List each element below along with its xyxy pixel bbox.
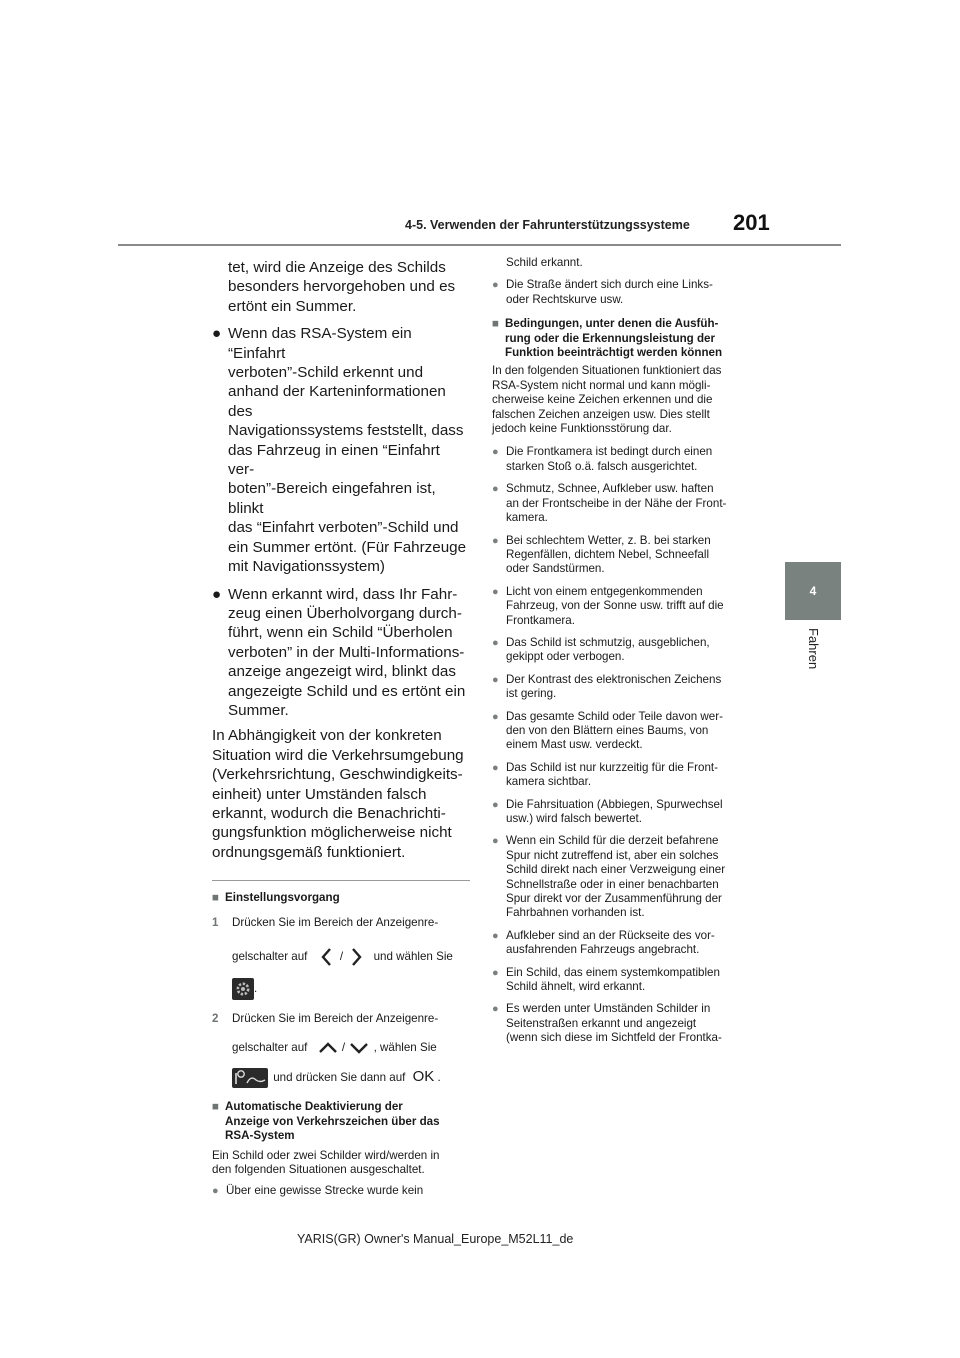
chapter-number: 4 <box>809 584 817 598</box>
road-sign-assist-icon <box>232 1068 268 1088</box>
square-bullet-icon: ■ <box>212 1100 220 1114</box>
chevron-down-icon <box>348 1040 370 1056</box>
bullet-no-overtaking: ● Wenn erkannt wird, dass Ihr Fahr- zeug einen Überholvorgang durch- führt, wenn ein Schild “Überholen verboten” in der Multi-Informations- anzeige angezeigt wird, blinkt das angezeigte Schild und es ertönt ein Summer. <box>212 585 466 719</box>
bullet-dot-icon: ● <box>492 534 499 547</box>
list-item: ● Wenn ein Schild für die derzeit befahrene Spur nicht zutreffend ist, aber ein solches Schild direkt nach einer Verzweigung einer Schnellstraße oder in einer benachbarten Spur direkt vor der Zusammenführung der Fahrbahnen vorhanden ist. <box>492 834 726 920</box>
chevron-right-icon <box>346 946 366 968</box>
auto-deactivation-bullet: ● Über eine gewisse Strecke wurde kein <box>212 1184 424 1198</box>
left-column <box>212 258 470 1199</box>
auto-deactivation-paragraph: Ein Schild oder zwei Schilder wird/werden in den folgenden Situationen ausgeschaltet. <box>212 1148 440 1177</box>
bullet-no-entry: ● Wenn das RSA-System ein “Einfahrt verboten”-Schild erkennt und anhand der Karteninformationen des Navigationssystems feststellt, dass das Fahrzeug in einen “Einfahrt ver- boten”-Bereich eingefahren ist, blinkt das “Einfahrt verboten”-Schild und ein Summer ertönt. (Für Fahrzeuge mit Navigationssystem) <box>212 325 467 576</box>
footer-manual-id: YARIS(GR) Owner's Manual_Europe_M52L11_de <box>297 1232 574 1246</box>
chevron-left-icon <box>317 946 337 968</box>
chapter-label: Fahren <box>806 628 821 670</box>
bullet-dot-icon: ● <box>492 673 499 686</box>
list-item: ● Das Schild ist nur kurzzeitig für die Front- kamera sichtbar. <box>492 760 718 789</box>
bullet-dot-icon: ● <box>492 835 499 848</box>
page-number: 201 <box>733 210 770 235</box>
bullet-dot-icon: ● <box>492 585 499 598</box>
step-number: 1 <box>212 915 219 929</box>
list-item: ● Ein Schild, das einem systemkompatiblen Schild ähnelt, wird erkannt. <box>492 965 720 994</box>
continued-text: tet, wird die Anzeige des Schilds besonders hervorgehoben und es ertönt ein Summer. <box>228 259 456 315</box>
conditions-list <box>492 445 754 1045</box>
square-bullet-icon: ■ <box>212 891 220 905</box>
list-item: ● Das gesamte Schild oder Teile davon wer- den von den Blättern eines Baums, von einem Mast usw. verdeckt. <box>492 709 723 752</box>
step-number: 2 <box>212 1012 219 1025</box>
bullet-dot-icon: ● <box>492 1003 499 1016</box>
paragraph-traffic-environment: In Abhängigkeit von der konkreten Situation wird die Verkehrsumgebung (Verkehrsrichtung, Geschwindigkeits- einheit) unter Umständen falsch erkannt, wodurch die Benachrichti- gungsfunktion möglicherweise nicht ordnungsgemäß funktioniert. <box>212 727 464 861</box>
list-item: ● Aufkleber sind an der Rückseite des vor- ausfahrenden Fahrzeugs angebracht. <box>492 928 715 957</box>
list-item: ● Schmutz, Schnee, Aufkleber usw. haften an der Frontscheibe in der Nähe der Front- kamera. <box>492 482 727 525</box>
bullet-dot-icon: ● <box>492 761 499 774</box>
step-1: 1 Drücken Sie im Bereich der Anzeigenre- gelschalter auf / und wählen Sie . <box>212 916 470 1000</box>
ok-button-label: OK <box>412 1068 435 1086</box>
list-item: ● Die Frontkamera ist bedingt durch einen starken Stoß o.ä. falsch ausgerichtet. <box>492 445 713 473</box>
bullet-dot-icon: ● <box>492 446 499 459</box>
list-item: ● Es werden unter Umständen Schilder in Seitenstraßen erkannt und angezeigt (wenn sich diese im Sichtfeld der Frontka- <box>492 1002 722 1045</box>
large-text-block <box>212 258 470 862</box>
conditions-heading: ■ Bedingungen, unter denen die Ausfüh- rung oder die Erkennungsleistung der Funktion beeinträchtigt werden können <box>492 317 723 360</box>
auto-deactivation-heading: ■ Automatische Deaktivierung der Anzeige von Verkehrszeichen über das RSA-System <box>212 1100 440 1143</box>
bullet-road-curve: ● Die Straße ändert sich durch eine Links- oder Rechtskurve usw. <box>492 278 713 306</box>
header-title: 4-5. Verwenden der Fahrunterstützungssysteme <box>405 218 690 232</box>
list-item: ● Bei schlechtem Wetter, z. B. bei starken Regenfällen, dichtem Nebel, Schneefall oder Sandstürmen. <box>492 533 711 576</box>
chapter-tab[interactable] <box>785 562 841 620</box>
step-2: 2 Drücken Sie im Bereich der Anzeigenre- gelschalter auf / , wählen Sie und drücken Sie dann auf OK . <box>212 1012 470 1088</box>
continued-text: Schild erkannt. <box>506 256 583 269</box>
bullet-dot-icon: ● <box>492 798 499 811</box>
square-bullet-icon: ■ <box>492 317 500 331</box>
bullet-dot-icon: ● <box>212 585 222 603</box>
bullet-dot-icon: ● <box>492 966 499 979</box>
settings-heading: ■ Einstellungsvorgang <box>212 891 340 905</box>
right-column <box>492 256 754 1046</box>
bullet-dot-icon: ● <box>492 710 499 723</box>
list-item: ● Licht von einem entgegenkommenden Fahrzeug, von der Sonne usw. trifft auf die Frontkamera. <box>492 584 724 627</box>
bullet-dot-icon: ● <box>212 325 222 343</box>
gear-icon <box>232 978 254 1000</box>
bullet-dot-icon: ● <box>492 636 499 649</box>
bullet-dot-icon: ● <box>492 279 499 292</box>
list-item: ● Die Fahrsituation (Abbiegen, Spurwechsel usw.) wird falsch bewertet. <box>492 797 723 825</box>
section-divider <box>212 880 470 881</box>
settings-section <box>212 891 470 1199</box>
header-rule <box>118 244 841 246</box>
conditions-paragraph: In den folgenden Situationen funktioniert das RSA-System nicht normal und kann mögli- cherweise keine Zeichen erkennen und die falschen Zeichen anzeigen usw. Dies stellt jedoch keine Funktionsstörung dar. <box>492 364 722 436</box>
chevron-up-icon <box>317 1040 339 1056</box>
bullet-dot-icon: ● <box>212 1185 219 1198</box>
bullet-dot-icon: ● <box>492 929 499 942</box>
bullet-dot-icon: ● <box>492 483 499 496</box>
list-item: ● Das Schild ist schmutzig, ausgeblichen, gekippt oder verbogen. <box>492 635 710 664</box>
list-item: ● Der Kontrast des elektronischen Zeichens ist gering. <box>492 672 722 701</box>
